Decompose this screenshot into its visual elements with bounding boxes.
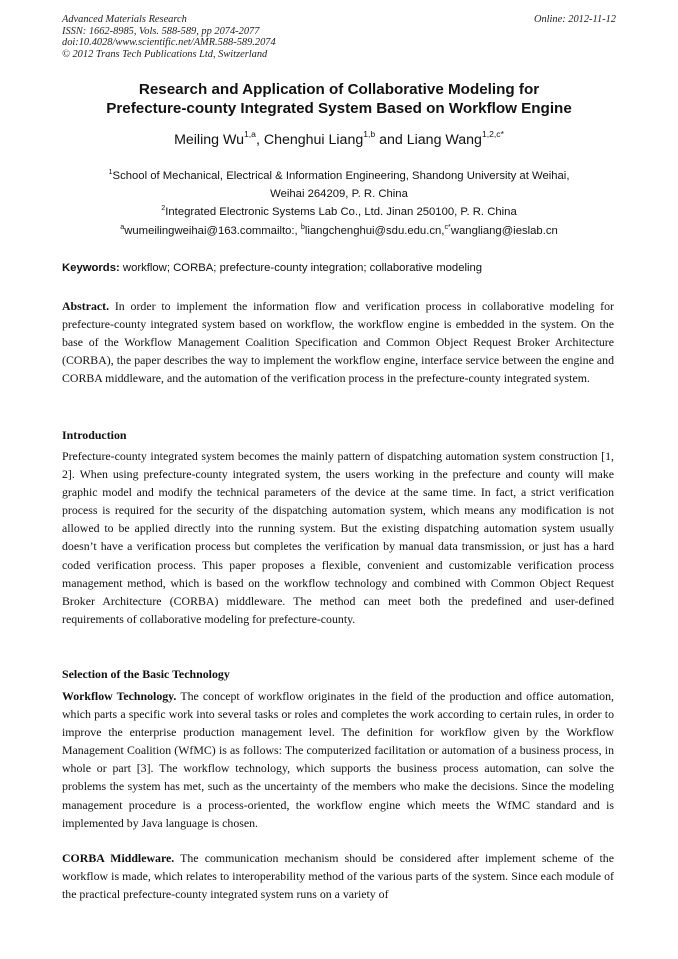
abstract-text: In order to implement the information flow and verification process in collaborative modeling for prefecture-county integrated system based on workflow, the workflow engine is embedded in the system. On the base of the Workflow Management Coalition Specification and Common Object Request Broker Architecture (CORBA), the paper describes the way to implement the workflow engine, interface service between the engine and CORBA middleware, and the automation of the verification process in the prefecture-county integrated system. [62, 299, 614, 386]
affiliation-marker: 2 [161, 203, 166, 213]
author-name: Liang Wang [406, 132, 482, 148]
email-line [62, 222, 616, 240]
abstract [62, 297, 614, 387]
affiliation-1-cont: Weihai 264209, P. R. China [270, 188, 408, 201]
journal-name: Advanced Materials Research [62, 14, 187, 25]
corba-paragraph [62, 849, 614, 903]
affiliation-text: School of Mechanical, Electrical & Information Engineering, Shandong University at Weihai, [112, 170, 570, 182]
journal-header [62, 14, 616, 60]
abstract-label: Abstract. [62, 299, 110, 313]
issn-line: ISSN: 1662-8985, Vols. 588-589, pp 2074-2077 [62, 25, 260, 37]
title-line-1: Research and Application of Collaborative Modeling for [138, 81, 540, 98]
email-marker: b [300, 221, 305, 231]
author-separator: and [375, 132, 407, 148]
title-line-2: Prefecture-county Integrated System Based on Workflow Engine [106, 100, 572, 117]
section-heading-introduction: Introduction [62, 428, 127, 442]
workflow-label: Workflow Technology. [62, 689, 177, 703]
author-superscript: 1,2,c* [481, 129, 504, 139]
keywords-label: Keywords: [62, 262, 120, 274]
introduction-paragraph: Prefecture-county integrated system becomes the mainly pattern of dispatching automation system construction [1, 2]. When using prefecture-county integrated system, the users working in the prefecture and county will make graphic model and modify the technical parameters of the device at the same time. In fact, a strict verification process is required for the security of the dispatching automation system, which means any modification is not allowed to be applied directly into the running system. But the existing dispatching automation system usually doesn’t have a verification process but completes the verification by manual data transmission, or just has a hard coded verification process. This paper proposes a flexible, convenient and customizable verification process management method, which is based on the workflow technology and combined with Common Object Request Broker Architecture (CORBA) middleware. The method can meet both the predefined and user-defined requirements of collaborative modeling for prefecture-county. [62, 449, 614, 626]
affiliation-1 [62, 167, 616, 185]
doi-line[interactable]: doi:10.4028/www.scientific.net/AMR.588-589.2074 [62, 37, 276, 49]
email-link[interactable]: liangchenghui@sdu.edu.cn, [304, 224, 445, 237]
author-superscript: 1,b [363, 129, 376, 139]
email-link[interactable]: wangliang@ieslab.cn [450, 224, 558, 237]
workflow-paragraph [62, 687, 614, 832]
email-marker: c* [444, 221, 451, 231]
online-date: Online: 2012-11-12 [533, 14, 616, 25]
affiliations [62, 167, 616, 240]
affiliation-2 [62, 203, 616, 221]
keywords-text: workflow; CORBA; prefecture-county integration; collaborative modeling [119, 262, 483, 274]
email-marker: a [120, 221, 125, 231]
corba-label: CORBA Middleware. [62, 851, 175, 865]
author-separator: , [255, 132, 264, 148]
affiliation-marker: 1 [108, 167, 113, 176]
author-superscript: 1,a [243, 129, 256, 139]
author-name: Chenghui Liang [263, 132, 364, 148]
corba-text: The communication mechanism should be considered after implement scheme of the workflow is made, which relates to interoperability method of the various parts of the system. Since each module of the practical prefecture-county integrated system runs on a variety of [62, 851, 614, 902]
paper-title [62, 80, 616, 118]
workflow-text: The concept of workflow originates in the field of the production and office automation, which parts a specific work into several tasks or roles and completes the work according to certain rules, in order to improve the enterprise production management level. The definition for workflow given by the Workflow Management Coalition (WfMC) is as follows: The computerized facilitation or automation of a business process, in whole or part [3]. The workflow technology, which supports the business process automation, can solve the problems the system has met, such as the uncertainty of the members who make the decisions. Since the modeling management procedure is a process-oriented, the workflow engine which meets the WfMC standard and is implemented by Java language is chosen. [62, 689, 614, 830]
author-name: Meiling Wu [174, 132, 244, 148]
section-heading-selection: Selection of the Basic Technology [62, 667, 230, 681]
author-list [62, 131, 616, 149]
copyright-line: © 2012 Trans Tech Publications Ltd, Switzerland [62, 48, 268, 60]
email-link[interactable]: wumeilingweihai@163.commailto:, [124, 224, 301, 237]
keywords [62, 261, 616, 276]
affiliation-text: Integrated Electronic Systems Lab Co., Ltd. Jinan 250100, P. R. China [165, 206, 517, 219]
